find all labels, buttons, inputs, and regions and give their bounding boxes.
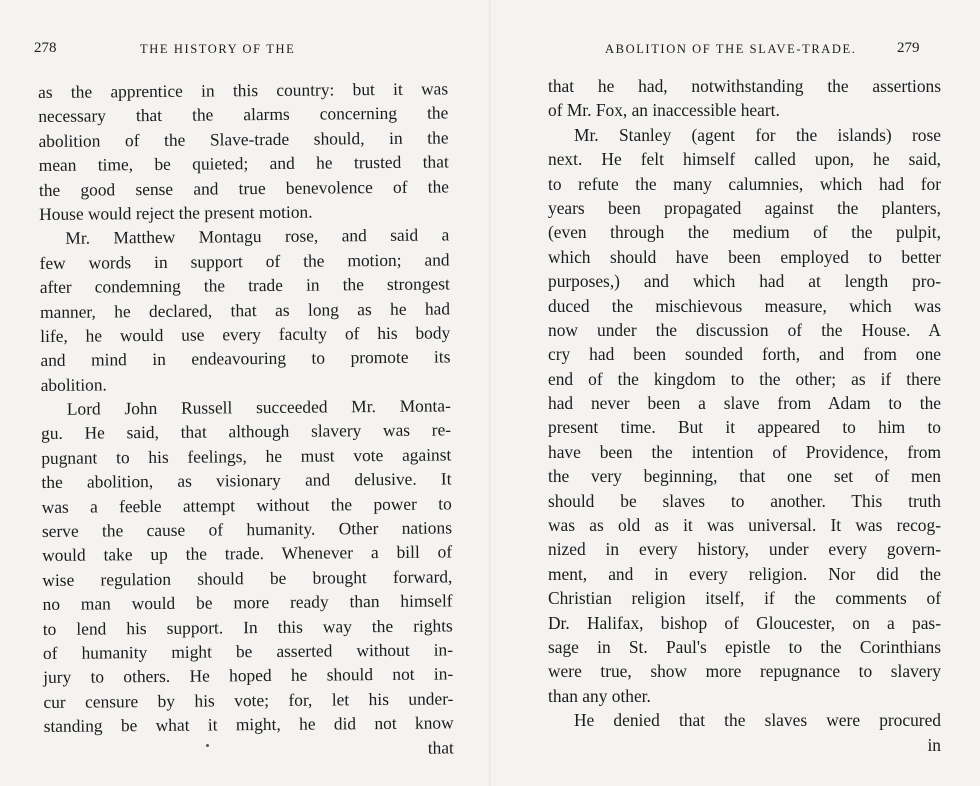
text-line: manner, he declared, that as long as he had bbox=[39, 297, 451, 322]
text-line: were true, show more repugnance to slavery bbox=[548, 661, 941, 682]
running-head: ABOLITION OF THE SLAVE-TRADE. bbox=[605, 42, 857, 56]
text-line: wise regulation should be brought forward, bbox=[42, 566, 453, 590]
text-line: House would reject the present motion. bbox=[39, 201, 313, 224]
text-line: which should have been employed to better bbox=[548, 246, 941, 267]
text-line: had never been a slave from Adam to the bbox=[548, 393, 941, 414]
text-line: than any other. bbox=[548, 685, 651, 706]
text-line: present time. But it appeared to him to bbox=[548, 417, 941, 438]
text-line: to refute the many calumnies, which had for bbox=[548, 173, 941, 194]
print-mark bbox=[206, 744, 209, 747]
right-page-text bbox=[548, 74, 941, 757]
text-line: He denied that the slaves were procured bbox=[574, 710, 941, 731]
text-line: end of the kingdom to the other; as if there bbox=[548, 368, 941, 389]
text-line: ment, and in every religion. Nor did the bbox=[548, 563, 941, 584]
text-line: gu. He said, that although slavery was re- bbox=[40, 419, 452, 444]
text-line: Lord John Russell succeeded Mr. Monta- bbox=[66, 395, 451, 419]
text-line: (even through the medium of the pulpit, bbox=[548, 222, 941, 243]
text-line: mean time, be quieted; and he trusted that bbox=[38, 151, 449, 176]
text-line: that he had, notwithstanding the assertions bbox=[548, 76, 941, 96]
text-line: after condemning the trade in the strongest bbox=[39, 273, 450, 298]
text-line: the abolition, as visionary and delusive. It bbox=[41, 468, 452, 493]
text-line: abolition. bbox=[40, 374, 107, 395]
text-line: cry had been sounded forth, and from one bbox=[548, 344, 941, 365]
text-line: was a feeble attempt without the power to bbox=[41, 493, 452, 517]
right-page-header bbox=[490, 40, 980, 60]
text-line: should be slaves to another. This truth bbox=[548, 490, 941, 511]
text-line: few words in support of the motion; and bbox=[39, 249, 450, 273]
page-number: 278 bbox=[34, 40, 57, 56]
right-page bbox=[490, 0, 980, 786]
text-line: sage in St. Paul's epistle to the Corinthians bbox=[548, 636, 941, 657]
catchword: in bbox=[927, 734, 941, 755]
left-page-text bbox=[38, 76, 454, 762]
text-line: duced the mischievous measure, which was bbox=[548, 295, 941, 316]
text-line: life, he would use every faculty of his body bbox=[40, 322, 451, 346]
text-line: necessary that the alarms concerning the bbox=[38, 102, 449, 127]
text-line: the very beginning, that one set of men bbox=[548, 466, 941, 487]
running-head: THE HISTORY OF THE bbox=[140, 42, 296, 56]
text-line: abolition of the Slave-trade should, in the bbox=[38, 127, 449, 151]
text-line: Dr. Halifax, bishop of Gloucester, on a pas- bbox=[548, 612, 941, 633]
text-line: Mr. Matthew Montagu rose, and said a bbox=[65, 224, 450, 249]
text-line: serve the cause of humanity. Other nations bbox=[41, 517, 453, 542]
left-page-header bbox=[0, 40, 490, 60]
catchword: that bbox=[427, 736, 454, 758]
text-line: the good sense and true benevolence of the bbox=[38, 175, 450, 200]
text-line: of humanity might be asserted without in- bbox=[42, 639, 454, 663]
text-line: cur censure by his vote; for, let his under- bbox=[43, 688, 454, 712]
text-line: Mr. Stanley (agent for the islands) rose bbox=[574, 124, 941, 145]
text-line: nized in every history, under every govern- bbox=[548, 539, 941, 560]
text-line: purposes,) and which had at length pro- bbox=[548, 271, 941, 292]
text-line: jury to others. He hoped he should not in- bbox=[43, 663, 454, 688]
text-line: of Mr. Fox, an inaccessible heart. bbox=[548, 100, 780, 121]
text-line: and mind in endeavouring to promote its bbox=[40, 346, 451, 371]
text-line: as the apprentice in this country: but it was bbox=[38, 78, 449, 102]
page-number: 279 bbox=[897, 40, 920, 56]
text-line: standing be what it might, he did not know bbox=[43, 712, 454, 737]
text-line: was as old as it was universal. It was recog- bbox=[548, 515, 941, 536]
text-line: Christian religion itself, if the comments of bbox=[548, 588, 941, 609]
text-line: no man would be more ready than himself bbox=[42, 590, 453, 615]
text-line: would take up the trade. Whenever a bill of bbox=[42, 541, 453, 566]
text-line: have been the intention of Providence, from bbox=[548, 441, 941, 462]
text-line: to lend his support. In this way the rights bbox=[42, 614, 453, 639]
text-line: now under the discussion of the House. A bbox=[548, 319, 941, 340]
text-line: next. He felt himself called upon, he said, bbox=[548, 149, 941, 170]
text-line: pugnant to his feelings, he must vote against bbox=[41, 444, 452, 468]
text-line: years been propagated against the planters, bbox=[548, 197, 941, 218]
